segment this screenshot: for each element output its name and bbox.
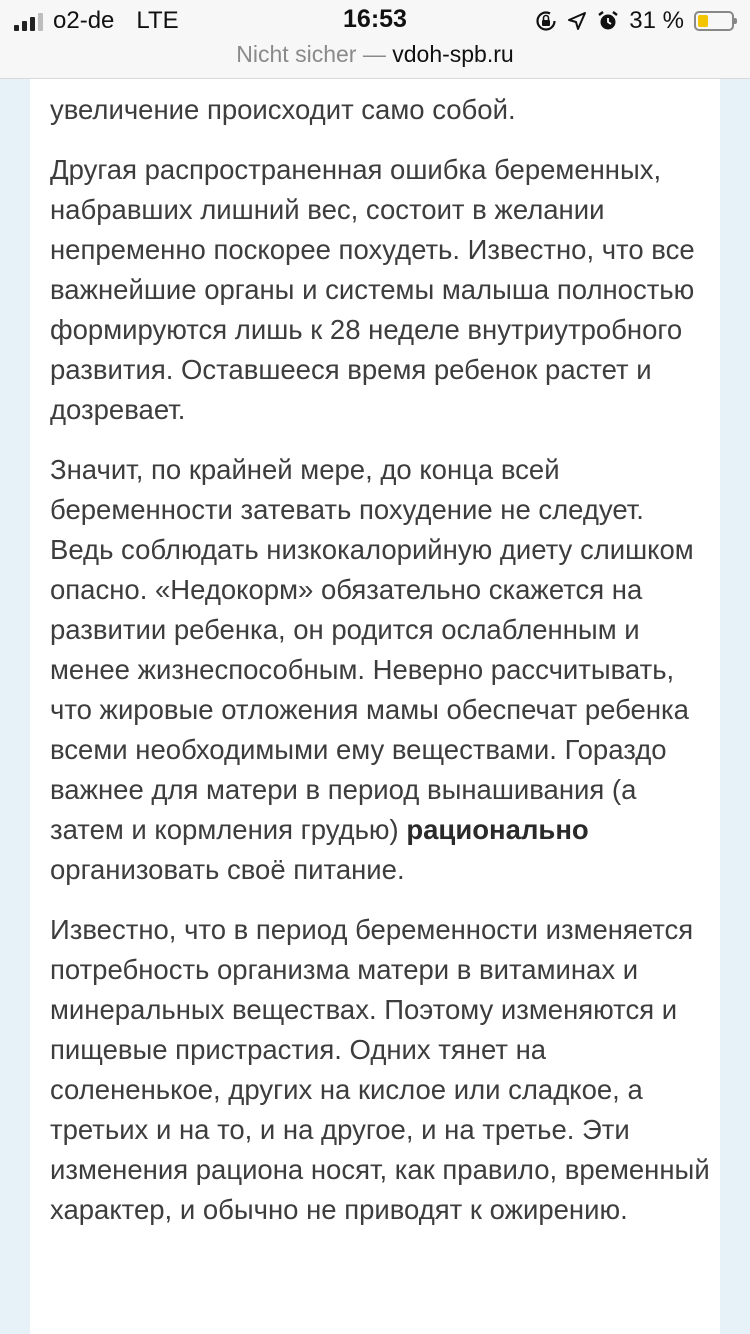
status-bar (0, 0, 750, 40)
rotation-lock-icon (535, 10, 557, 32)
network-type: LTE (136, 7, 179, 34)
page-domain: vdoh-spb.ru (392, 41, 514, 67)
location-arrow-icon (567, 11, 587, 31)
bold-emphasis: рационально (406, 814, 589, 845)
paragraph-partial: увеличение происходит само собой. (50, 94, 516, 125)
article-body (50, 90, 710, 1250)
paragraph-text: Значит, по крайней мере, до конца всей беременности затевать похудение не следует. Ведь соблюдать низкокалорийную диету слишком опасно. «Недокорм» обязательно скажется на развитии ребенка, он родится ослабленным и менее жизнеспособным. Неверно рассчитывать, что жировые отложения мамы обеспечат ребенка всеми необходимыми ему веществами. Гораздо важнее для матери в период вынашивания (а затем и кормления грудью) (50, 454, 694, 845)
security-warning: Nicht sicher — (236, 41, 386, 67)
carrier-name: o2-de (53, 7, 115, 34)
paragraph-vitamin-needs: Известно, что в период беременности изменяется потребность организма матери в витаминах и минеральных веществах. Поэтому изменяются и пищевые пристрастия. Одних тянет на солененькое, других на кислое или сладкое, а третьих и на то, и на другое, и на третье. Эти изменения рациона носят, как правило, временный характер, и обычно не приводят к ожирению. (50, 914, 710, 1225)
paragraph-weight-loss-mistake: Другая распространенная ошибка беременных, набравших лишний вес, состоит в желании непременно поскорее похудеть. Известно, что все важнейшие органы и системы малыша полностью формируются лишь к 28 неделе внутриутробного развития. Оставшееся время ребенок растет и дозревает. (50, 154, 695, 425)
battery-level-fill (698, 15, 708, 27)
alarm-clock-icon (597, 10, 619, 32)
paragraph-text: организовать своё питание. (50, 854, 405, 885)
paragraph-diet-danger (50, 450, 710, 890)
url-bar[interactable] (0, 40, 750, 79)
status-time: 16:53 (343, 5, 407, 33)
status-right (535, 7, 734, 35)
battery-icon (694, 11, 734, 31)
battery-percent: 31 % (629, 7, 684, 34)
